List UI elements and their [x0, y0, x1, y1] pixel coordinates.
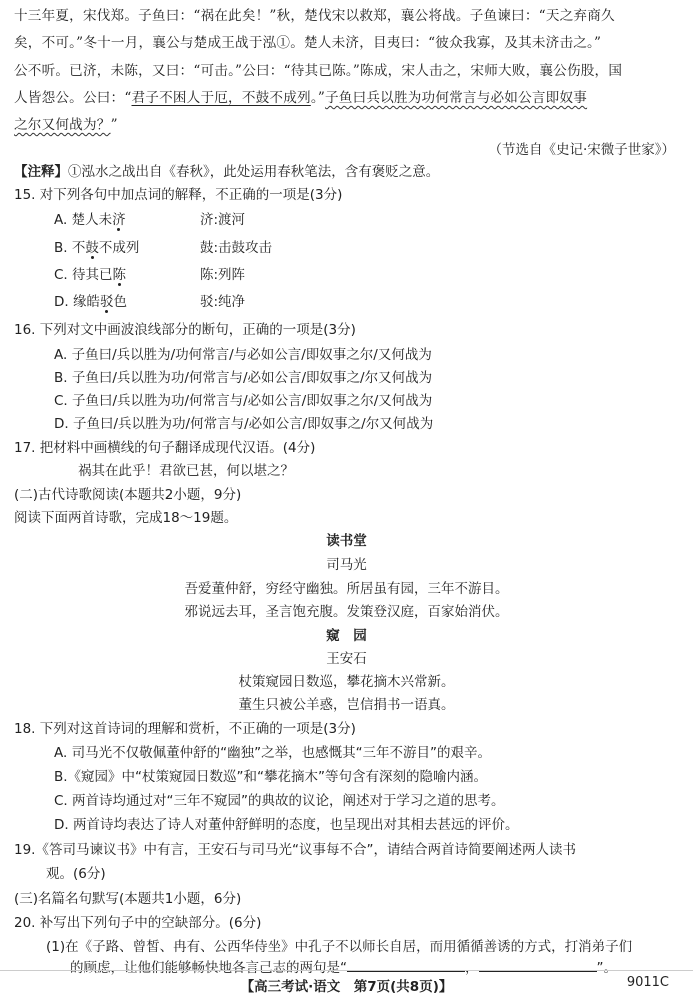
q15-option-a — [54, 210, 126, 230]
note-text: ①泓水之战出自《春秋》，此处运用春秋笔法，含有褒贬之意。 — [68, 164, 440, 180]
passage-line-3 — [14, 61, 622, 81]
option-text: 色 — [113, 294, 127, 310]
passage-line-5 — [14, 115, 118, 135]
poem1-title: 读书堂 — [326, 533, 367, 549]
option-text: A. 楚人未 — [54, 212, 113, 228]
q17-stem: 17. 把材料中画横线的句子翻译成现代汉语。(4分) — [14, 440, 316, 456]
q18-stem: 18. 下列对这首诗词的理解和赏析，不正确的一项是(3分) — [14, 721, 356, 737]
page-footer: 【高三考试·语文 第7页(共8页)】 — [240, 979, 453, 995]
passage-line-4 — [14, 88, 587, 108]
wavy-underlined-text: 子鱼曰兵以胜为功何常言与必如公言即奴事 — [324, 90, 588, 106]
section2-heading: (二)古代诗歌阅读(本题共2小题，9分) — [14, 487, 242, 503]
q20-text: 的顾虑，让他们能够畅快地各言己志的两句是“ — [70, 960, 347, 976]
poem2-author: 王安石 — [326, 651, 367, 667]
option-text: C. 待其已 — [54, 267, 113, 283]
q15-option-c — [54, 265, 126, 285]
option-text: B. 不 — [54, 240, 86, 256]
q19-line-2: 观。(6分) — [46, 866, 106, 882]
passage-source: （节选自《史记·宋微子世家》） — [488, 142, 675, 158]
passage-text: 。” — [310, 90, 325, 106]
q20-text: ”。 — [596, 960, 617, 976]
footer-divider — [0, 970, 693, 971]
q18-option-c: C. 两首诗均通过对“三年不窥园”的典故的议论，阐述对于学习之道的思考。 — [54, 793, 505, 809]
paper-code: 9011C — [626, 975, 669, 990]
section3-heading: (三)名篇名句默写(本题共1小题，6分) — [14, 891, 242, 907]
q16-option-b: B. 子鱼曰/兵以胜为功/何常言与/必如公言/即奴事之/尔又何战为 — [54, 370, 433, 386]
wavy-underlined-text: 之尔又何战为？ — [14, 117, 111, 133]
option-text: 不成列 — [98, 240, 140, 256]
dotted-word: 驳 — [99, 294, 114, 310]
q16-stem: 16. 下列对文中画波浪线部分的断句，正确的一项是(3分) — [14, 322, 356, 338]
q16-option-d: D. 子鱼曰/兵以胜为功/何常言与/必如公言/即奴事之/尔又何战为 — [54, 416, 434, 432]
q20-stem: 20. 补写出下列句子中的空缺部分。(6分) — [14, 915, 262, 931]
dotted-word: 济 — [112, 212, 126, 228]
dotted-word: 陈 — [112, 267, 127, 283]
poem1-line-1: 吾爱董仲舒，穷经守幽独。所居虽有园，三年不游目。 — [184, 581, 509, 597]
q20-sub1-line-1: (1)在《子路、曾皙、冉有、公西华侍坐》中孔子不以师长自居，而用循循善诱的方式，打消弟子们 — [46, 939, 633, 955]
passage-line-2: 矣，不可。”冬十一月，襄公与楚成王战于泓①。楚人未济，目夷曰：“彼众我寡，及其未济击之。” — [14, 35, 602, 51]
option-text: D. 缘皓 — [54, 294, 100, 310]
poem1-line-2: 邪说远去耳，圣言饱充腹。发策登汉庭，百家始消伏。 — [184, 604, 509, 620]
passage-text: ，又曰：“可击。”公曰：“待其已陈。”陈成，宋人击之，宋师大败，襄公伤股，国 — [138, 63, 623, 79]
poem2-line-1: 杖策窥园日数巡，攀花摘木兴常新。 — [238, 674, 455, 690]
q19-line-1: 19.《答司马谏议书》中有言，王安石与司马光“议事每不合”，请结合两首诗简要阐述两人读书 — [14, 842, 576, 858]
q20-separator: ， — [465, 960, 479, 976]
q15-option-d-explain: 驳:纯净 — [200, 294, 246, 310]
q18-option-d: D. 两首诗均表达了诗人对董仲舒鲜明的态度，也呈现出对其相去甚远的评价。 — [54, 817, 519, 833]
poem1-author: 司马光 — [326, 557, 367, 573]
q15-option-b-explain: 鼓:击鼓攻击 — [200, 240, 273, 256]
underlined-sentence: 君子不困人于厄，不鼓不成列 — [131, 90, 311, 106]
passage-text: 人皆怨公。公曰：“ — [14, 90, 132, 106]
note-label: 【注释】 — [14, 164, 68, 180]
q18-option-a: A. 司马光不仅敬佩董仲舒的“幽独”之举，也感慨其“三年不游目”的艰辛。 — [54, 745, 492, 761]
passage-text: ” — [110, 117, 118, 133]
poem2-title: 窥 园 — [326, 628, 367, 644]
q17-sentence: 祸其在此乎！君欲已甚，何以堪之？ — [78, 463, 294, 479]
q15-stem: 15. 对下列各句中加点词的解释，不正确的一项是(3分) — [14, 187, 343, 203]
poem2-line-2: 董生只被公羊惑，岂信捐书一语真。 — [238, 697, 455, 713]
passage-text: 公不听。已济，未 — [14, 63, 125, 79]
q15-option-a-explain: 济:渡河 — [200, 212, 246, 228]
note — [14, 162, 439, 182]
q15-option-b — [54, 238, 139, 258]
passage-line-1: 十三年夏，宋伐郑。子鱼曰：“祸在此矣！”秋，楚伐宋以救郑，襄公将战。子鱼谏曰：“天之弃商久 — [14, 8, 615, 24]
dotted-word: 鼓 — [85, 240, 99, 256]
q15-option-c-explain: 陈:列阵 — [200, 267, 246, 283]
q16-option-a: A. 子鱼曰/兵以胜为/功何常言/与必如公言/即奴事之尔/又何战为 — [54, 347, 432, 363]
q15-option-d — [54, 292, 127, 312]
section2-instruction: 阅读下面两首诗歌，完成18～19题。 — [14, 510, 238, 526]
q18-option-b: B.《窥园》中“杖策窥园日数巡”和“攀花摘木”等句含有深刻的隐喻内涵。 — [54, 769, 488, 785]
passage-dotted-word: 陈 — [124, 63, 139, 79]
q16-option-c: C. 子鱼曰/兵以胜为功/何常言与/必如公言/即奴事之尔/又何战为 — [54, 393, 433, 409]
